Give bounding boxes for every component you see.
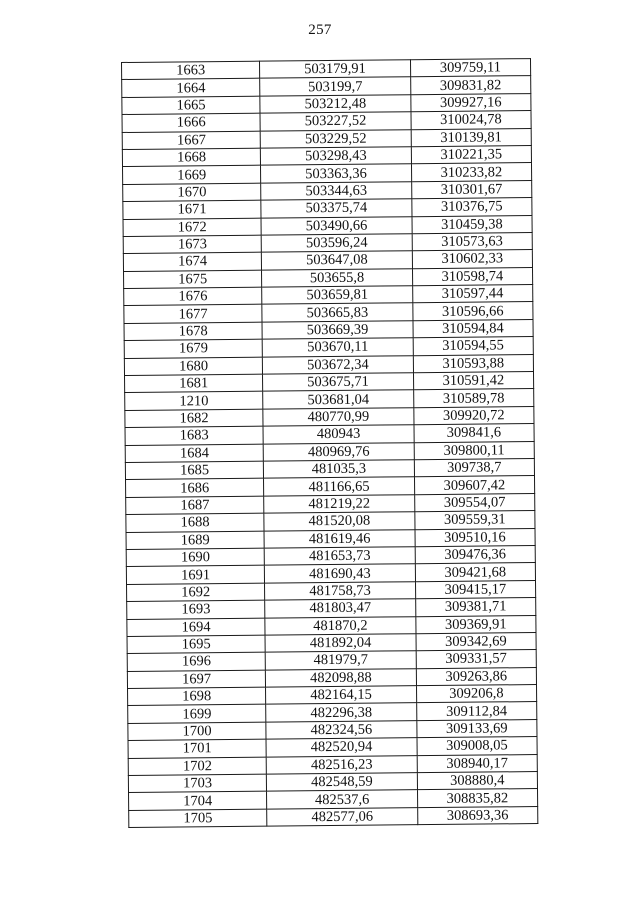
y-coordinate-cell: 309112,84	[416, 702, 536, 721]
point-number-cell: 1685	[125, 461, 263, 480]
x-coordinate-cell: 482520,94	[266, 738, 417, 757]
x-coordinate-cell: 503672,34	[263, 355, 414, 374]
point-number-cell: 1677	[124, 305, 262, 324]
point-number-cell: 1692	[127, 583, 265, 602]
point-number-cell: 1663	[122, 61, 260, 80]
x-coordinate-cell: 481892,04	[265, 634, 416, 653]
page-number: 257	[308, 22, 332, 38]
x-coordinate-cell: 481690,43	[265, 564, 416, 583]
y-coordinate-cell: 309554,07	[414, 493, 534, 512]
point-number-cell: 1700	[128, 722, 266, 741]
x-coordinate-cell: 481219,22	[264, 494, 415, 513]
point-number-cell: 1667	[122, 131, 260, 150]
y-coordinate-cell: 309841,6	[414, 424, 534, 443]
x-coordinate-cell: 482098,88	[266, 668, 417, 687]
x-coordinate-cell: 503298,43	[261, 147, 412, 166]
point-number-cell: 1678	[124, 322, 262, 341]
point-number-cell: 1671	[123, 200, 261, 219]
table-body	[122, 59, 538, 828]
x-coordinate-cell: 481870,2	[265, 616, 416, 635]
y-coordinate-cell: 309920,72	[414, 406, 534, 425]
coordinates-table	[121, 58, 538, 828]
y-coordinate-cell: 310591,42	[413, 372, 533, 391]
x-coordinate-cell: 481653,73	[265, 547, 416, 566]
point-number-cell: 1696	[127, 652, 265, 671]
y-coordinate-cell: 310221,35	[411, 146, 531, 165]
point-number-cell: 1691	[126, 565, 264, 584]
y-coordinate-cell: 308940,17	[417, 754, 537, 773]
point-number-cell: 1702	[128, 757, 266, 776]
point-number-cell: 1694	[127, 618, 265, 637]
point-number-cell: 1705	[129, 809, 267, 828]
y-coordinate-cell: 310459,38	[412, 215, 532, 234]
y-coordinate-cell: 309738,7	[414, 459, 534, 478]
y-coordinate-cell: 309800,11	[414, 441, 534, 460]
point-number-cell: 1684	[125, 444, 263, 463]
point-number-cell: 1695	[127, 635, 265, 654]
y-coordinate-cell: 310139,81	[411, 128, 531, 147]
point-number-cell: 1698	[128, 687, 266, 706]
point-number-cell: 1689	[126, 531, 264, 550]
x-coordinate-cell: 503681,04	[263, 390, 414, 409]
y-coordinate-cell: 308835,82	[417, 789, 537, 808]
x-coordinate-cell: 482324,56	[266, 721, 417, 740]
x-coordinate-cell: 503229,52	[260, 129, 411, 148]
y-coordinate-cell: 310602,33	[412, 250, 532, 269]
point-number-cell: 1687	[126, 496, 264, 515]
y-coordinate-cell: 310376,75	[412, 198, 532, 217]
point-number-cell: 1680	[124, 357, 262, 376]
point-number-cell: 1664	[122, 79, 260, 98]
y-coordinate-cell: 310598,74	[412, 267, 532, 286]
y-coordinate-cell: 309559,31	[415, 511, 535, 530]
x-coordinate-cell: 481520,08	[264, 512, 415, 531]
table-row	[129, 806, 538, 827]
point-number-cell: 1693	[127, 600, 265, 619]
point-number-cell: 1665	[122, 96, 260, 115]
x-coordinate-cell: 503199,7	[260, 77, 411, 96]
x-coordinate-cell: 503669,39	[262, 321, 413, 340]
point-number-cell: 1703	[128, 774, 266, 793]
x-coordinate-cell: 480943	[263, 425, 414, 444]
y-coordinate-cell: 310596,66	[413, 302, 533, 321]
x-coordinate-cell: 503665,83	[262, 303, 413, 322]
x-coordinate-cell: 482516,23	[267, 755, 418, 774]
y-coordinate-cell: 309607,42	[414, 476, 534, 495]
x-coordinate-cell: 481758,73	[265, 581, 416, 600]
y-coordinate-cell: 309133,69	[417, 719, 537, 738]
y-coordinate-cell: 309476,36	[415, 545, 535, 564]
point-number-cell: 1679	[124, 339, 262, 358]
point-number-cell: 1681	[125, 374, 263, 393]
point-number-cell: 1690	[126, 548, 264, 567]
point-number-cell: 1704	[129, 792, 267, 811]
point-number-cell: 1676	[124, 287, 262, 306]
x-coordinate-cell: 481979,7	[266, 651, 417, 670]
x-coordinate-cell: 481619,46	[264, 529, 415, 548]
x-coordinate-cell: 482164,15	[266, 686, 417, 705]
x-coordinate-cell: 503655,8	[262, 268, 413, 287]
point-number-cell: 1701	[128, 739, 266, 758]
x-coordinate-cell: 503596,24	[261, 234, 412, 253]
point-number-cell: 1683	[125, 426, 263, 445]
point-number-cell: 1668	[122, 148, 260, 167]
x-coordinate-cell: 480969,76	[263, 442, 414, 461]
point-number-cell: 1670	[123, 183, 261, 202]
point-number-cell: 1666	[122, 113, 260, 132]
x-coordinate-cell: 503363,36	[261, 164, 412, 183]
point-number-cell: 1674	[123, 252, 261, 271]
y-coordinate-cell: 309415,17	[415, 580, 535, 599]
x-coordinate-cell: 503212,48	[260, 95, 411, 114]
x-coordinate-cell: 503375,74	[261, 199, 412, 218]
x-coordinate-cell: 503490,66	[261, 216, 412, 235]
point-number-cell: 1688	[126, 513, 264, 532]
x-coordinate-cell: 481035,3	[264, 460, 415, 479]
point-number-cell: 1699	[128, 705, 266, 724]
x-coordinate-cell: 480770,99	[263, 408, 414, 427]
x-coordinate-cell: 482296,38	[266, 703, 417, 722]
y-coordinate-cell: 310301,67	[411, 180, 531, 199]
x-coordinate-cell: 482537,6	[267, 790, 418, 809]
y-coordinate-cell: 309206,8	[416, 685, 536, 704]
y-coordinate-cell: 309927,16	[411, 93, 531, 112]
y-coordinate-cell: 308693,36	[417, 806, 537, 825]
point-number-cell: 1672	[123, 218, 261, 237]
point-number-cell: 1210	[125, 392, 263, 411]
point-number-cell: 1669	[123, 166, 261, 185]
point-number-cell: 1682	[125, 409, 263, 428]
y-coordinate-cell: 308880,4	[417, 772, 537, 791]
y-coordinate-cell: 309331,57	[416, 650, 536, 669]
x-coordinate-cell: 503647,08	[262, 251, 413, 270]
y-coordinate-cell: 310589,78	[413, 389, 533, 408]
x-coordinate-cell: 503675,71	[263, 373, 414, 392]
y-coordinate-cell: 310593,88	[413, 354, 533, 373]
point-number-cell: 1686	[126, 479, 264, 498]
y-coordinate-cell: 309831,82	[410, 76, 530, 95]
y-coordinate-cell: 309759,11	[410, 59, 530, 78]
x-coordinate-cell: 503344,63	[261, 181, 412, 200]
y-coordinate-cell: 310594,55	[413, 337, 533, 356]
x-coordinate-cell: 503179,91	[260, 60, 411, 79]
y-coordinate-cell: 309510,16	[415, 528, 535, 547]
y-coordinate-cell: 310233,82	[411, 163, 531, 182]
y-coordinate-cell: 309263,86	[416, 667, 536, 686]
x-coordinate-cell: 481166,65	[264, 477, 415, 496]
point-number-cell: 1697	[127, 670, 265, 689]
x-coordinate-cell: 482577,06	[267, 807, 418, 826]
y-coordinate-cell: 310573,63	[412, 232, 532, 251]
x-coordinate-cell: 503227,52	[260, 112, 411, 131]
y-coordinate-cell: 309381,71	[415, 598, 535, 617]
y-coordinate-cell: 309421,68	[415, 563, 535, 582]
x-coordinate-cell: 503659,81	[262, 286, 413, 305]
y-coordinate-cell: 309369,91	[416, 615, 536, 634]
x-coordinate-cell: 481803,47	[265, 599, 416, 618]
point-number-cell: 1673	[123, 235, 261, 254]
x-coordinate-cell: 482548,59	[267, 773, 418, 792]
y-coordinate-cell: 310597,44	[412, 285, 532, 304]
x-coordinate-cell: 503670,11	[262, 338, 413, 357]
y-coordinate-cell: 310594,84	[413, 319, 533, 338]
y-coordinate-cell: 309342,69	[416, 632, 536, 651]
y-coordinate-cell: 310024,78	[411, 111, 531, 130]
y-coordinate-cell: 309008,05	[417, 737, 537, 756]
point-number-cell: 1675	[124, 270, 262, 289]
